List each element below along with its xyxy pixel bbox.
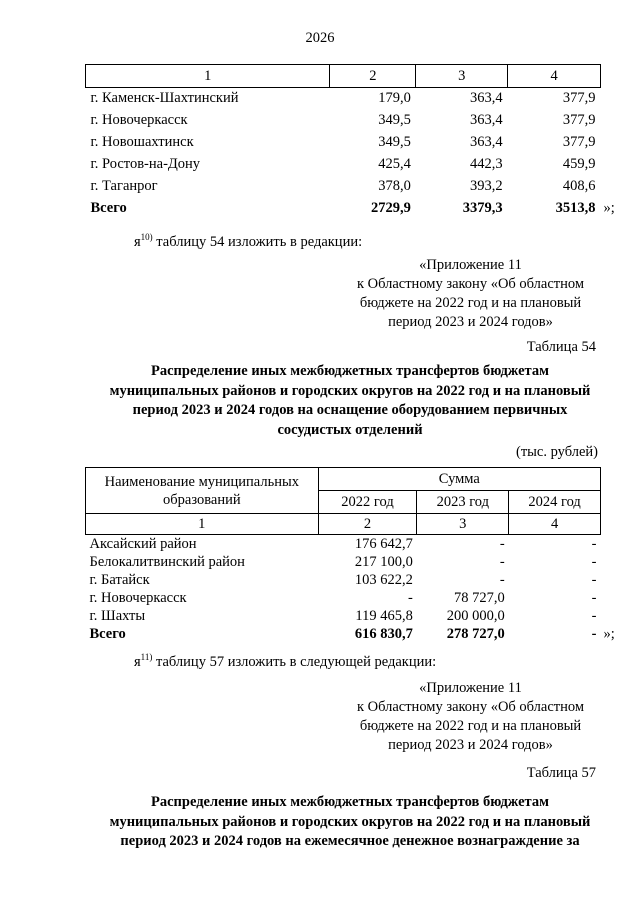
- table-row: [86, 132, 601, 154]
- col-number: 3: [417, 514, 509, 535]
- col-number: 4: [509, 514, 601, 535]
- year-header: 2023 год: [417, 491, 509, 514]
- table-row: [86, 88, 601, 110]
- total-2024: -: [591, 626, 597, 642]
- item-text: таблицу 57 изложить в следующей редакции:: [152, 654, 437, 670]
- value-2024: -: [591, 608, 597, 624]
- value-2024: -: [591, 572, 597, 588]
- title-line: сосудистых отделений: [277, 421, 423, 438]
- closing-quote: »;: [603, 199, 615, 216]
- total-2024-cell: [509, 625, 615, 643]
- table-row: [86, 589, 601, 607]
- table-54-title: [60, 362, 640, 440]
- table-row: [86, 110, 601, 132]
- title-line: период 2023 и 2024 годов на оснащение оборудованием первичных: [132, 402, 568, 418]
- table-57-label: Таблица 57: [526, 765, 596, 781]
- municipality-name: г. Новошахтинск: [90, 134, 194, 151]
- value-2022: 103 622,2: [354, 572, 413, 588]
- title-line: Распределение иных межбюджетных трансфертов бюджетам: [151, 363, 549, 379]
- title-line: Распределение иных межбюджетных трансфертов бюджетам: [151, 794, 549, 810]
- value-2023: 393,2: [470, 178, 503, 194]
- appendix-block-57: [343, 679, 598, 755]
- col-number: 1: [86, 514, 319, 535]
- table-header-row: [86, 65, 601, 88]
- value-2023: 78 727,0: [453, 590, 505, 606]
- total-label: Всего: [90, 199, 127, 216]
- total-row: [86, 197, 601, 219]
- value-2022: 378,0: [378, 178, 411, 194]
- appendix-line: «Приложение 11: [419, 680, 522, 696]
- total-2022: 2729,9: [370, 199, 411, 216]
- table-row: [86, 176, 601, 198]
- table-row: [86, 535, 601, 554]
- municipality-name: г. Каменск-Шахтинский: [90, 90, 239, 107]
- item-sup: 10): [140, 232, 153, 243]
- table-row: [86, 154, 601, 176]
- year-header: 2022 год: [318, 491, 417, 514]
- value-2023: 442,3: [470, 156, 503, 173]
- value-2022: -: [408, 590, 413, 606]
- header-cell: 3: [416, 65, 508, 88]
- appendix-line: период 2023 и 2024 годов»: [388, 314, 553, 330]
- appendix-line: к Областному закону «Об областном: [356, 699, 585, 715]
- total-label: Всего: [89, 626, 126, 642]
- value-2024: 408,6: [562, 178, 596, 194]
- total-2024: 3513,8: [555, 199, 596, 216]
- municipality-name: г. Шахты: [89, 608, 146, 624]
- municipality-name: г. Новочеркасск: [89, 590, 187, 606]
- item-11-paragraph: [134, 654, 436, 671]
- title-line: период 2023 и 2024 годов на ежемесячное денежное вознаграждение за: [120, 833, 580, 849]
- appendix-line: к Областному закону «Об областном: [356, 276, 585, 292]
- value-2024: -: [591, 536, 597, 552]
- value-2024: -: [591, 590, 597, 606]
- closing-quote: »;: [603, 626, 615, 642]
- value-2023: 363,4: [470, 134, 503, 151]
- col-name-header: Наименование муниципальных образований: [86, 468, 319, 514]
- header-cell: 4: [508, 65, 601, 88]
- municipality-name: г. Таганрог: [90, 178, 158, 194]
- table-57-title: [60, 793, 640, 852]
- total-2024-cell: [508, 197, 615, 219]
- title-line: муниципальных районов и городских округов на 2022 год и на плановый: [109, 382, 591, 399]
- year-header: 2024 год: [509, 491, 601, 514]
- value-2023: 200 000,0: [446, 608, 505, 624]
- col-number: 2: [318, 514, 417, 535]
- table-54-label: Таблица 54: [526, 339, 596, 355]
- value-2023: -: [499, 536, 505, 552]
- value-2023: -: [499, 572, 505, 588]
- value-2022: 176 642,7: [354, 536, 413, 552]
- units-label: (тыс. рублей): [516, 444, 598, 460]
- value-2024: -: [591, 554, 597, 570]
- appendix-line: бюджете на 2022 год и на плановый: [359, 718, 582, 734]
- value-2024: 459,9: [562, 156, 596, 173]
- value-2023: 363,4: [470, 90, 503, 107]
- value-2024: 377,9: [562, 112, 596, 129]
- total-2023: 3379,3: [462, 199, 503, 216]
- value-2024: 377,9: [562, 90, 596, 107]
- municipality-name: Белокалитвинский район: [89, 554, 245, 570]
- title-line: муниципальных районов и городских округов на 2022 год и на плановый: [109, 813, 591, 830]
- appendix-line: «Приложение 11: [419, 257, 522, 273]
- item-prefix: я: [134, 654, 141, 670]
- value-2022: 349,5: [378, 134, 411, 151]
- col-sum-header: Сумма: [318, 468, 600, 491]
- table-continuation: [85, 64, 615, 219]
- value-2022: 425,4: [378, 156, 411, 173]
- item-10-paragraph: [134, 234, 362, 251]
- table-row: [86, 571, 601, 589]
- municipality-name: Аксайский район: [89, 536, 197, 552]
- total-2023: 278 727,0: [446, 626, 505, 642]
- value-2022: 179,0: [378, 90, 411, 107]
- municipality-name: г. Новочеркасск: [90, 112, 188, 129]
- table-row: [86, 607, 601, 625]
- value-2024: 377,9: [562, 134, 596, 151]
- header-cell: 1: [86, 65, 330, 88]
- value-2022: 217 100,0: [354, 554, 413, 570]
- item-prefix: я: [134, 234, 141, 250]
- value-2023: 363,4: [470, 112, 503, 129]
- value-2022: 349,5: [378, 112, 411, 129]
- total-2022: 616 830,7: [354, 626, 413, 642]
- municipality-name: г. Батайск: [89, 572, 150, 588]
- value-2023: -: [499, 554, 505, 570]
- page-number: 2026: [305, 30, 335, 46]
- appendix-line: период 2023 и 2024 годов»: [388, 737, 553, 753]
- item-text: таблицу 54 изложить в редакции:: [152, 234, 363, 250]
- appendix-block-54: [343, 256, 598, 332]
- header-cell: 2: [330, 65, 416, 88]
- value-2022: 119 465,8: [355, 608, 413, 624]
- municipality-name: г. Ростов-на-Дону: [90, 156, 201, 173]
- table-row: [86, 553, 601, 571]
- item-sup: 11): [140, 652, 153, 663]
- total-row: [86, 625, 601, 643]
- appendix-line: бюджете на 2022 год и на плановый: [359, 295, 582, 311]
- table-54: [85, 467, 615, 643]
